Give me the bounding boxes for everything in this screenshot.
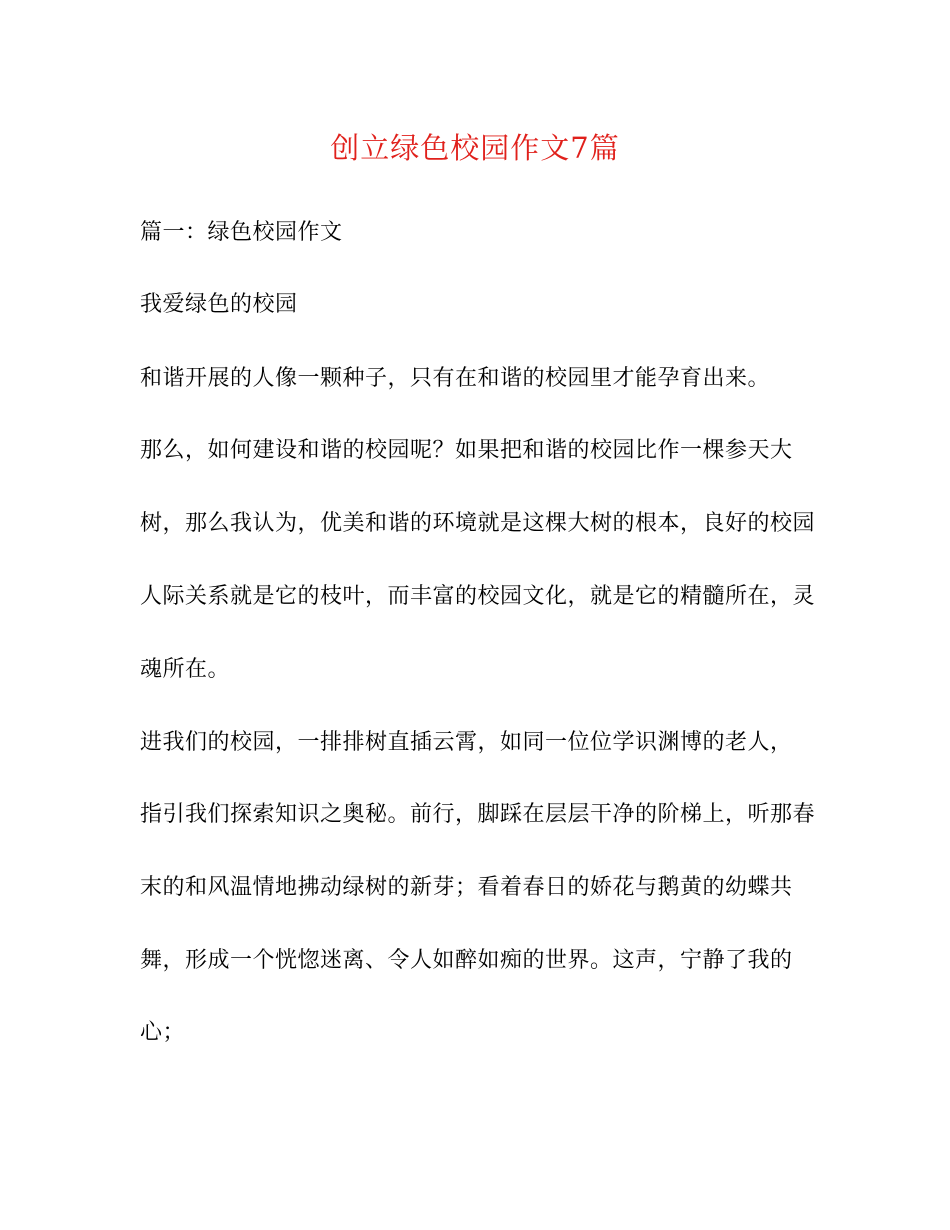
text-line: 末的和风温情地拂动绿树的新芽；看着春日的娇花与鹅黄的幼蝶共 xyxy=(140,875,793,900)
text-line: 篇一：绿色校园作文 xyxy=(140,220,343,245)
text-line: 和谐开展的人像一颗种子，只有在和谐的校园里才能孕育出来。 xyxy=(140,366,771,391)
text-line: 人际关系就是它的枝叶，而丰富的校园文化，就是它的精髓所在，灵 xyxy=(140,584,816,609)
text-line: 指引我们探索知识之奥秘。前行，脚踩在层层干净的阶梯上，听那春 xyxy=(140,802,816,827)
text-line: 树，那么我认为，优美和谐的环境就是这棵大树的根本，良好的校园 xyxy=(140,511,816,536)
document-title: 创立绿色校园作文7篇 xyxy=(330,131,620,165)
text-line: 进我们的校园，一排排树直插云霄，如同一位位学识渊博的老人， xyxy=(140,730,793,755)
text-line: 我爱绿色的校园 xyxy=(140,292,298,317)
text-line: 舞，形成一个恍惚迷离、令人如醉如痴的世界。这声，宁静了我的 xyxy=(140,948,793,973)
text-line: 魂所在。 xyxy=(140,657,231,682)
text-line: 心； xyxy=(140,1020,186,1045)
text-line: 那么，如何建设和谐的校园呢？如果把和谐的校园比作一棵参天大 xyxy=(140,438,793,463)
